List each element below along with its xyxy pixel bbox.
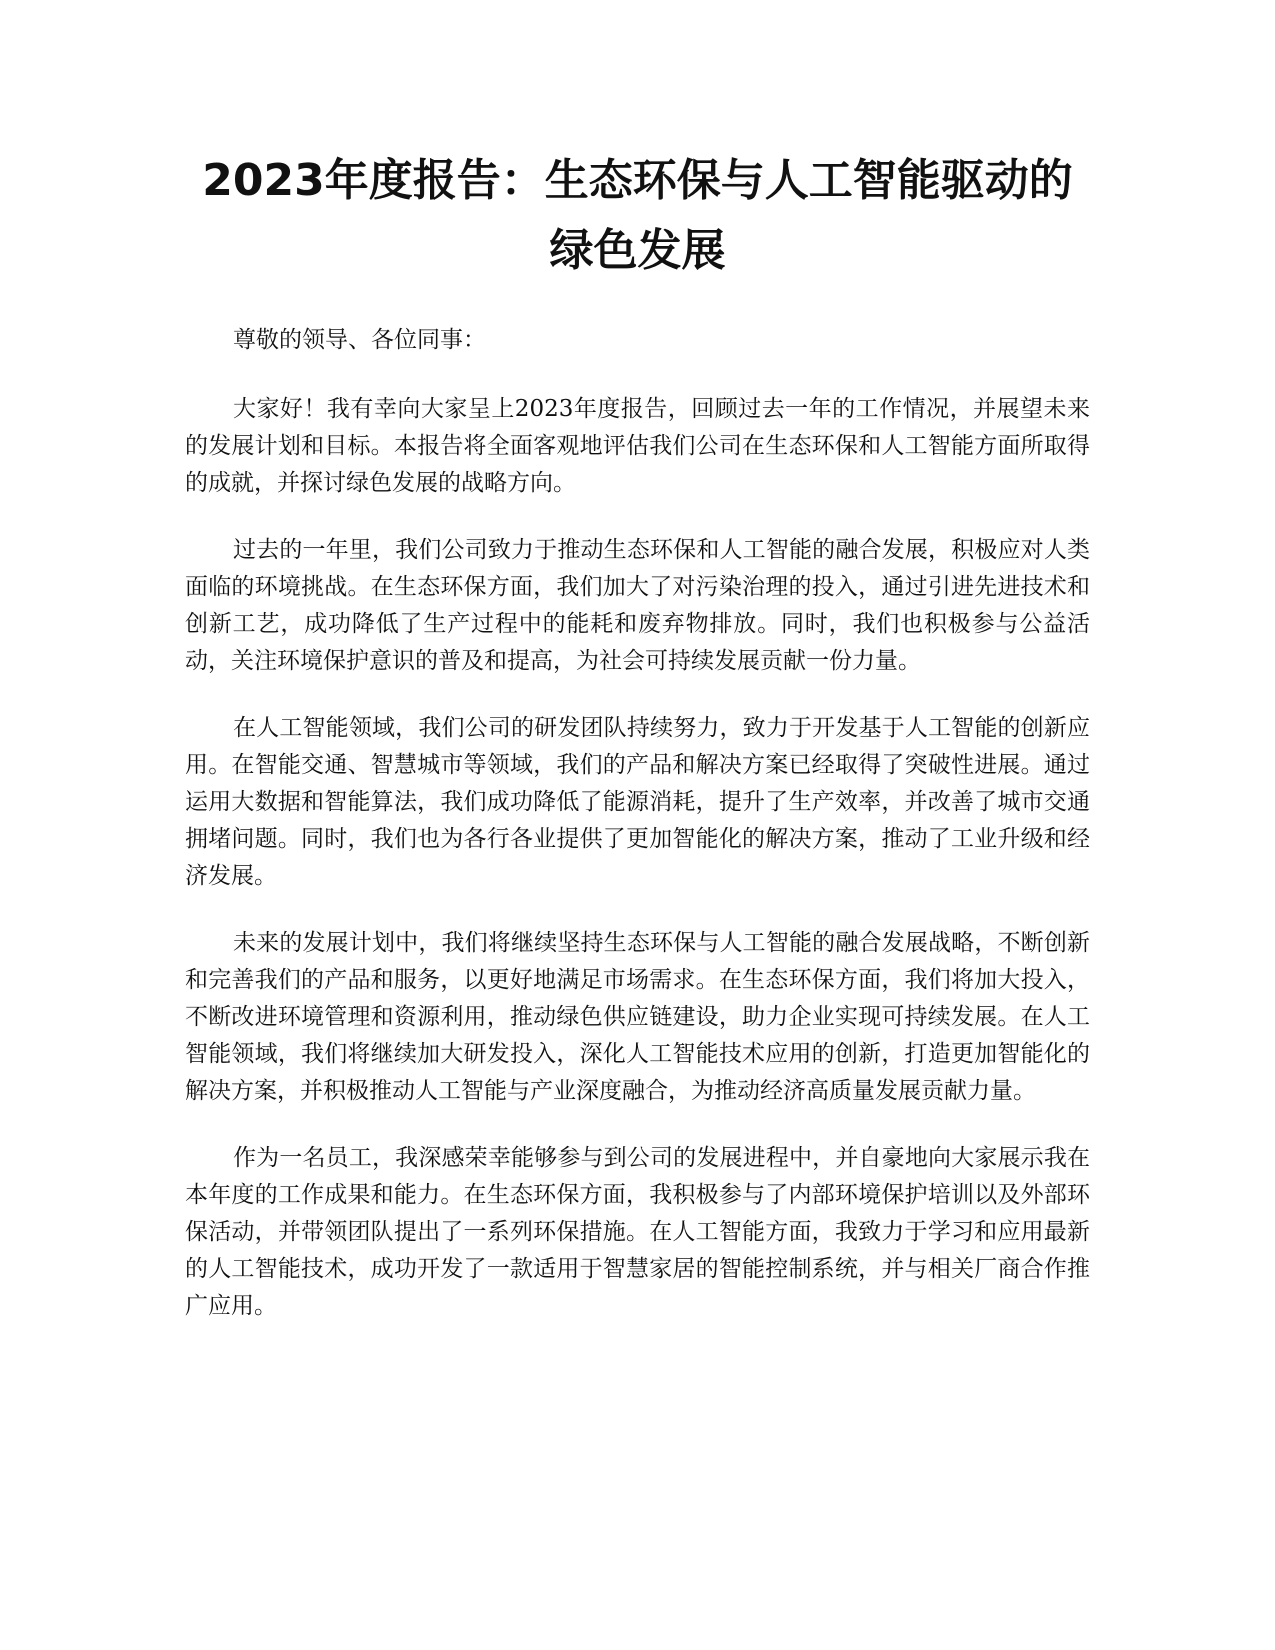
document-body xyxy=(185,322,1090,1355)
paragraph-intro: 大家好！我有幸向大家呈上2023年度报告，回顾过去一年的工作情况，并展望未来的发展计划和目标。本报告将全面客观地评估我们公司在生态环保和人工智能方面所取得的成就，并探讨绿色发展的战略方向。 xyxy=(185,396,1090,496)
title-line-2: 绿色发展 xyxy=(549,225,726,276)
salutation: 尊敬的领导、各位同事： xyxy=(233,327,486,353)
paragraph-future-plan: 未来的发展计划中，我们将继续坚持生态环保与人工智能的融合发展战略，不断创新和完善我们的产品和服务，以更好地满足市场需求。在生态环保方面，我们将加大投入，不断改进环境管理和资源利用，推动绿色供应链建设，助力企业实现可持续发展。在人工智能领域，我们将继续加大研发投入，深化人工智能技术应用的创新，打造更加智能化的解决方案，并积极推动人工智能与产业深度融合，为推动经济高质量发展贡献力量。 xyxy=(185,930,1090,1104)
document-title xyxy=(150,146,1125,286)
paragraph-past-year: 过去的一年里，我们公司致力于推动生态环保和人工智能的融合发展，积极应对人类面临的环境挑战。在生态环保方面，我们加大了对污染治理的投入，通过引进先进技术和创新工艺，成功降低了生产过程中的能耗和废弃物排放。同时，我们也积极参与公益活动，关注环境保护意识的普及和提高，为社会可持续发展贡献一份力量。 xyxy=(185,537,1090,674)
paragraph-ai-field: 在人工智能领域，我们公司的研发团队持续努力，致力于开发基于人工智能的创新应用。在智能交通、智慧城市等领域，我们的产品和解决方案已经取得了突破性进展。通过运用大数据和智能算法，我们成功降低了能源消耗，提升了生产效率，并改善了城市交通拥堵问题。同时，我们也为各行各业提供了更加智能化的解决方案，推动了工业升级和经济发展。 xyxy=(185,715,1090,889)
title-line-1: 2023年度报告：生态环保与人工智能驱动的 xyxy=(202,155,1073,206)
paragraph-personal: 作为一名员工，我深感荣幸能够参与到公司的发展进程中，并自豪地向大家展示我在本年度的工作成果和能力。在生态环保方面，我积极参与了内部环境保护培训以及外部环保活动，并带领团队提出了一系列环保措施。在人工智能方面，我致力于学习和应用最新的人工智能技术，成功开发了一款适用于智慧家居的智能控制系统，并与相关厂商合作推广应用。 xyxy=(185,1145,1090,1319)
